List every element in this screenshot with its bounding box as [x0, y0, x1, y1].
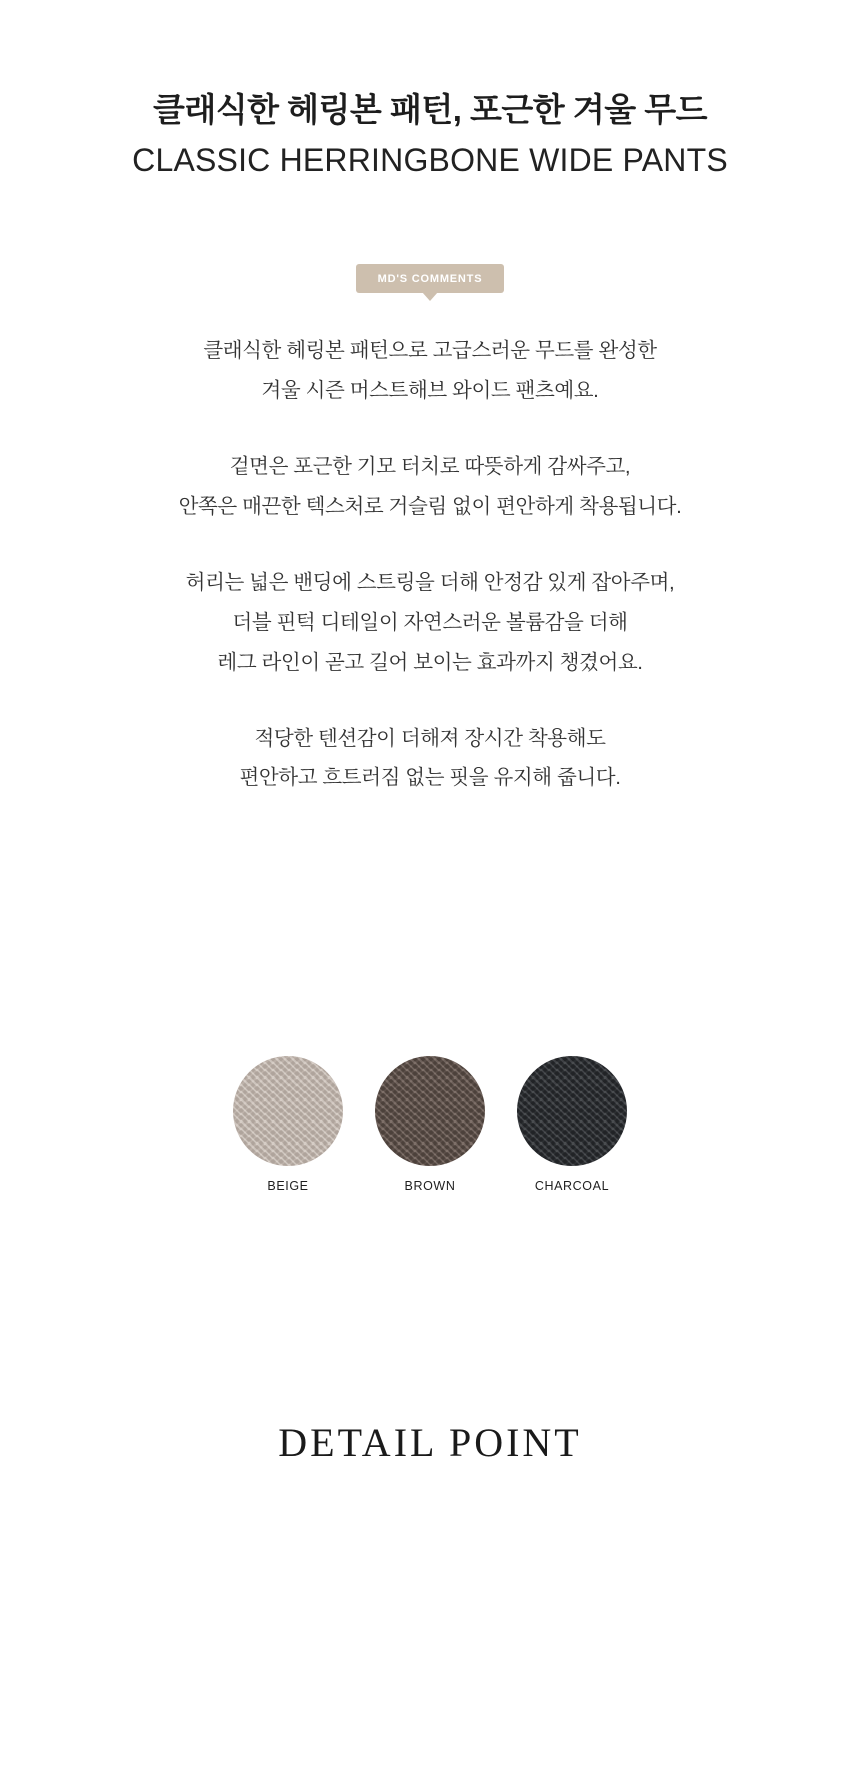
swatch-circle-charcoal — [517, 1056, 627, 1166]
desc-line: 겨울 시즌 머스트해브 와이드 팬츠예요. — [261, 378, 599, 402]
color-swatch-list — [0, 1056, 860, 1193]
desc-line: 안쪽은 매끈한 텍스처로 거슬림 없이 편안하게 착용됩니다. — [178, 494, 682, 518]
swatch-label: BEIGE — [267, 1179, 309, 1194]
md-comments-body — [0, 331, 860, 799]
paragraph-spacer — [0, 527, 860, 563]
desc-line: 겉면은 포근한 기모 터치로 따뜻하게 감싸주고, — [229, 454, 631, 478]
detail-point-heading: DETAIL POINT — [278, 1420, 582, 1466]
desc-line: 허리는 넓은 밴딩에 스트링을 더해 안정감 있게 잡아주며, — [185, 570, 675, 594]
desc-line: 적당한 텐션감이 더해져 장시간 착용해도 — [254, 726, 606, 750]
paragraph-spacer — [0, 411, 860, 447]
swatch-circle-brown — [375, 1056, 485, 1166]
swatch-label: CHARCOAL — [534, 1179, 610, 1194]
swatch-label: BROWN — [404, 1179, 456, 1194]
desc-line: 클래식한 헤링본 패턴으로 고급스러운 무드를 완성한 — [203, 338, 657, 362]
color-swatch-charcoal[interactable] — [510, 1056, 634, 1193]
desc-line: 더블 핀턱 디테일이 자연스러운 볼륨감을 더해 — [232, 610, 628, 634]
paragraph-spacer — [0, 683, 860, 719]
color-swatch-brown[interactable] — [368, 1056, 492, 1193]
page-title-korean: 클래식한 헤링본 패턴, 포근한 겨울 무드 — [152, 91, 708, 128]
page-title-english: CLASSIC HERRINGBONE WIDE PANTS — [132, 141, 728, 178]
swatch-circle-beige — [233, 1056, 343, 1166]
md-comments-badge: MD'S COMMENTS — [356, 264, 505, 293]
md-comments-badge-wrap — [0, 264, 860, 293]
desc-line: 편안하고 흐트러짐 없는 핏을 유지해 줍니다. — [239, 766, 621, 790]
desc-line: 레그 라인이 곧고 길어 보이는 효과까지 챙겼어요. — [217, 650, 643, 674]
color-swatch-beige[interactable] — [226, 1056, 350, 1193]
page-header — [0, 0, 860, 182]
